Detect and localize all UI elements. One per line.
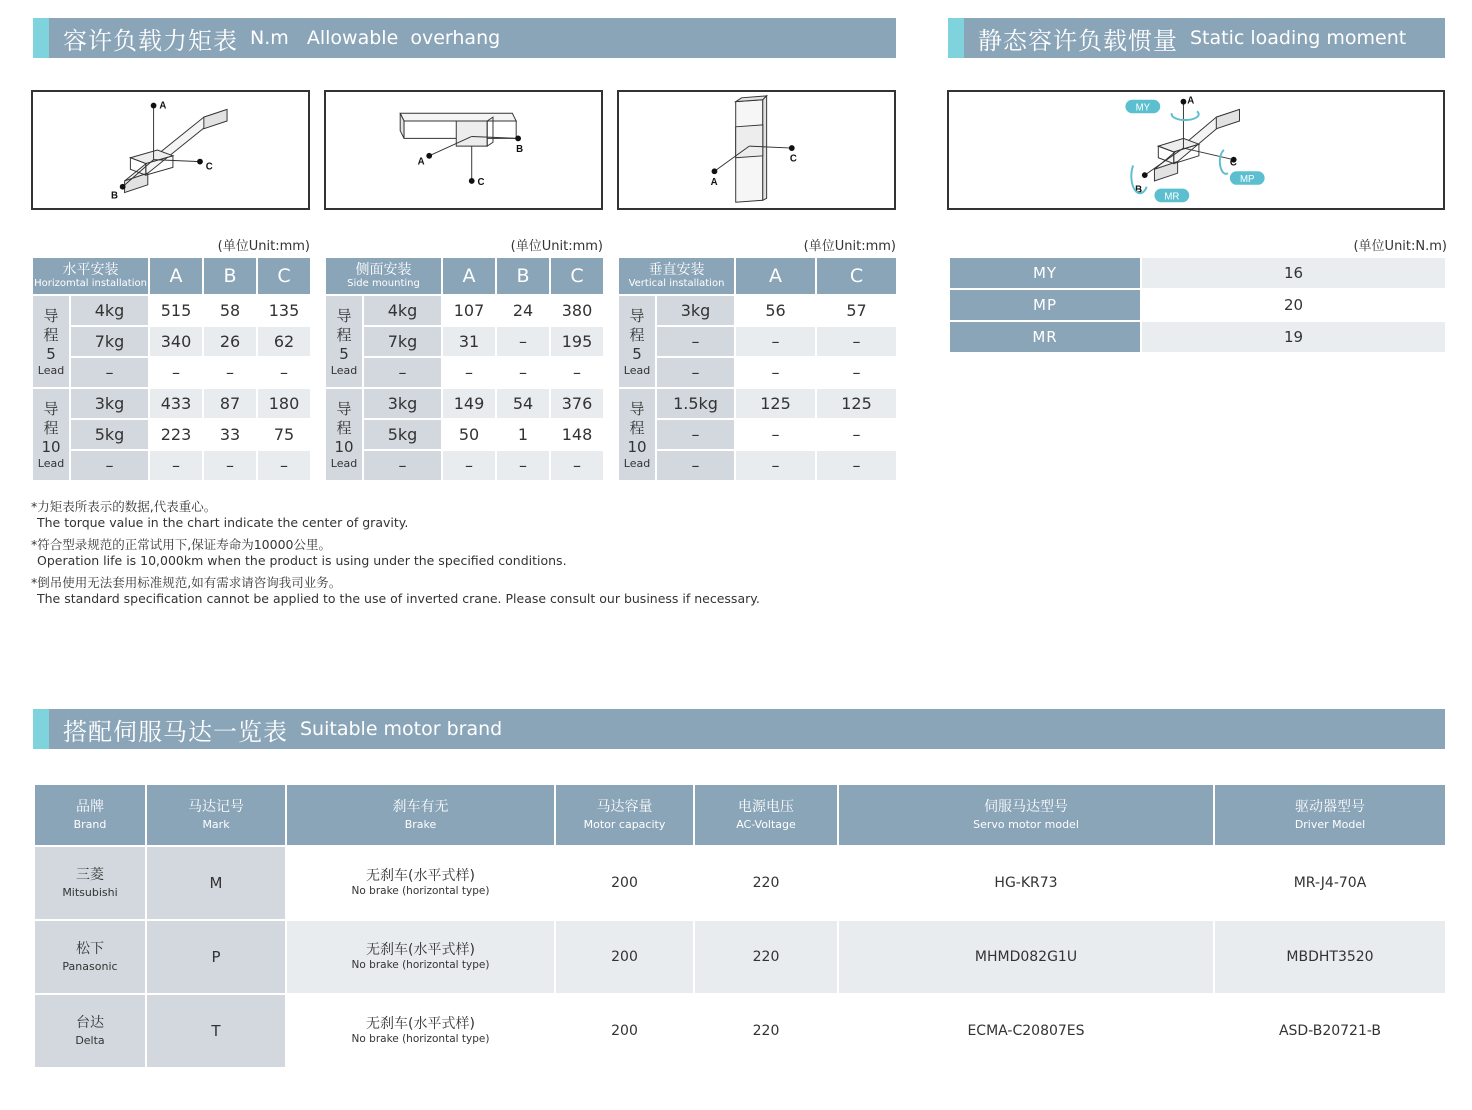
table-cell: 1 [496,419,550,450]
moment-label: MY [949,257,1141,289]
brake-cell [286,846,555,920]
load-value: 3kg [363,388,442,419]
header-en: Motor capacity [583,818,666,831]
label-c: C [205,161,213,173]
col-header: C [816,257,897,295]
label-mr: MR [1164,191,1180,203]
side-header-zh: 侧面安装 [355,262,412,278]
lead-number: 10 [627,437,647,456]
lead-char: 导 [336,399,352,418]
header-driver-model [1214,784,1446,846]
load-value: 3kg [70,388,149,419]
load-value: – [656,419,735,450]
header-accent [33,18,49,58]
load-value: – [656,326,735,357]
note-en: The torque value in the chart indicate the center of gravity. [37,515,409,530]
side-diagram [324,90,603,210]
table-cell: – [149,357,203,388]
brand-en: Delta [75,1034,105,1047]
load-value: 5kg [363,419,442,450]
horizontal-unit-note: (单位Unit:mm) [217,239,310,254]
header-zh: 伺服马达型号 [984,799,1068,815]
table-cell: 223 [149,419,203,450]
capacity-cell: 200 [555,846,694,920]
table-cell: – [442,450,496,481]
side-overhang-table [324,256,605,482]
side-unit-note: (单位Unit:mm) [510,239,603,254]
table-cell: 26 [203,326,257,357]
brand-cell [34,920,146,994]
table-cell: 56 [735,295,816,326]
load-value: – [363,450,442,481]
motor-section-header [33,709,1445,749]
note-zh: *力矩表所表示的数据,代表重心。 [31,499,217,514]
table-cell: 31 [442,326,496,357]
horizontal-header [32,257,149,295]
header-voltage [694,784,838,846]
horizontal-diagram [31,90,310,210]
overhang-section-header [33,18,896,58]
header-en: AC-Voltage [736,818,796,831]
header-mark [146,784,286,846]
static-moment-drawing [949,92,1443,208]
motor-row [34,994,1446,1068]
header-en: Servo motor model [973,818,1079,831]
note-en: The standard specification cannot be applied to the use of inverted crane. Please consult our business if necessary. [37,591,760,606]
lead-number: 5 [632,344,642,363]
table-cell: 515 [149,295,203,326]
label-c: C [477,176,485,188]
table-cell: 340 [149,326,203,357]
side-header [325,257,442,295]
brand-en: Panasonic [62,960,118,973]
label-c: C [1229,157,1237,169]
label-a: A [417,156,425,168]
header-zh: 驱动器型号 [1295,799,1365,815]
table-cell: – [550,357,604,388]
driver-model-cell: ASD-B20721-B [1214,994,1446,1068]
load-value: – [656,450,735,481]
servo-model-cell: HG-KR73 [838,846,1214,920]
table-cell: – [442,357,496,388]
static-title: 静态容许负载惯量 [978,26,1178,55]
col-header: C [257,257,311,295]
load-value: 7kg [363,326,442,357]
lead-10-label [618,388,656,481]
static-unit-note: (单位Unit:N.m) [1353,239,1447,254]
motor-subtitle: Suitable motor brand [300,718,503,740]
label-b: B [1135,184,1143,196]
table-cell: 62 [257,326,311,357]
lead-number: 5 [339,344,349,363]
table-cell: 376 [550,388,604,419]
table-cell: 24 [496,295,550,326]
vertical-rail-drawing [619,92,894,208]
voltage-cell: 220 [694,994,838,1068]
lead-word: Lead [623,456,651,470]
static-moment-diagram [947,90,1445,210]
motor-title: 搭配伺服马达一览表 [63,717,288,746]
table-cell: – [496,326,550,357]
horizontal-rail-drawing [33,92,308,208]
table-cell: 433 [149,388,203,419]
header-capacity [555,784,694,846]
header-accent [33,709,49,749]
load-value: 4kg [363,295,442,326]
table-cell: – [257,450,311,481]
load-value: – [363,357,442,388]
brake-en: No brake (horizontal type) [351,1033,490,1045]
label-a: A [1187,95,1195,107]
table-cell: 54 [496,388,550,419]
lead-10-label [325,388,363,481]
lead-char: 导 [629,306,645,325]
table-cell: – [735,326,816,357]
overhang-subtitle: N.m Allowable overhang [250,27,501,49]
label-mp: MP [1239,173,1255,185]
vertical-overhang-table [617,256,898,482]
driver-model-cell: MR-J4-70A [1214,846,1446,920]
vertical-unit-note: (单位Unit:mm) [803,239,896,254]
lead-number: 10 [41,437,61,456]
table-cell: – [496,357,550,388]
table-cell: – [735,419,816,450]
table-cell: – [816,419,897,450]
load-value: – [70,450,149,481]
table-cell: 75 [257,419,311,450]
lead-char: 导 [43,306,59,325]
brand-cell [34,846,146,920]
static-section-header [948,18,1445,58]
brake-cell [286,994,555,1068]
label-c: C [789,153,797,165]
mark-cell: P [146,920,286,994]
lead-char: 导 [629,399,645,418]
load-value: – [70,357,149,388]
capacity-cell: 200 [555,994,694,1068]
col-header: A [442,257,496,295]
brand-en: Mitsubishi [62,886,118,899]
table-cell: – [149,450,203,481]
table-cell: – [816,326,897,357]
header-accent [948,18,964,58]
brand-cell [34,994,146,1068]
label-my: MY [1135,102,1151,114]
header-brake [286,784,555,846]
table-cell: – [257,357,311,388]
brake-zh: 无刹车(水平式样) [366,868,475,884]
lead-char: 程 [629,325,645,344]
servo-model-cell: ECMA-C20807ES [838,994,1214,1068]
brand-zh: 松下 [76,941,104,957]
overhang-title: 容许负载力矩表 [63,26,238,55]
note-en: Operation life is 10,000km when the product is using under the specified conditions. [37,553,567,568]
voltage-cell: 220 [694,846,838,920]
mark-cell: T [146,994,286,1068]
vertical-header [618,257,735,295]
static-moment-table [948,256,1447,354]
table-cell: – [735,357,816,388]
header-en: Driver Model [1294,818,1366,831]
lead-char: 导 [43,399,59,418]
capacity-cell: 200 [555,920,694,994]
brake-zh: 无刹车(水平式样) [366,942,475,958]
vertical-header-zh: 垂直安装 [648,262,705,278]
col-header: B [496,257,550,295]
lead-5-label [325,295,363,388]
load-value: 3kg [656,295,735,326]
table-cell: – [203,357,257,388]
lead-word: Lead [37,363,65,377]
table-cell: 195 [550,326,604,357]
table-cell: – [550,450,604,481]
static-subtitle: Static loading moment [1190,27,1407,49]
table-cell: 87 [203,388,257,419]
load-value: 4kg [70,295,149,326]
table-cell: – [203,450,257,481]
load-value: 1.5kg [656,388,735,419]
vertical-header-en: Vertical installation [628,278,725,289]
lead-char: 导 [336,306,352,325]
brake-zh: 无刹车(水平式样) [366,1016,475,1032]
load-value: – [656,357,735,388]
table-cell: 380 [550,295,604,326]
label-a: A [710,176,718,188]
col-header: C [550,257,604,295]
label-b: B [111,190,119,202]
table-cell: 148 [550,419,604,450]
table-cell: – [735,450,816,481]
label-a: A [159,100,167,112]
lead-5-label [618,295,656,388]
servo-model-cell: MHMD082G1U [838,920,1214,994]
voltage-cell: 220 [694,920,838,994]
lead-char: 程 [629,418,645,437]
horizontal-overhang-table [31,256,312,482]
table-cell: 50 [442,419,496,450]
lead-word: Lead [330,363,358,377]
header-zh: 品牌 [76,799,104,815]
lead-char: 程 [43,418,59,437]
header-en: Mark [202,818,230,831]
vertical-diagram [617,90,896,210]
header-zh: 马达记号 [188,799,244,815]
load-value: 7kg [70,326,149,357]
brand-zh: 台达 [76,1015,104,1031]
motor-row [34,846,1446,920]
col-header: A [735,257,816,295]
brake-en: No brake (horizontal type) [351,885,490,897]
horizontal-header-en: Horizomtal installation [34,278,147,289]
table-cell: – [816,450,897,481]
lead-number: 5 [46,344,56,363]
side-header-en: Side mounting [347,278,420,289]
horizontal-header-zh: 水平安装 [62,262,119,278]
table-cell: – [816,357,897,388]
table-cell: 33 [203,419,257,450]
motor-row [34,920,1446,994]
table-cell: 58 [203,295,257,326]
table-cell: 180 [257,388,311,419]
header-brand [34,784,146,846]
lead-word: Lead [37,456,65,470]
lead-char: 程 [336,325,352,344]
lead-word: Lead [330,456,358,470]
driver-model-cell: MBDHT3520 [1214,920,1446,994]
lead-5-label [32,295,70,388]
table-cell: 125 [735,388,816,419]
header-zh: 刹车有无 [392,799,449,815]
table-cell: 135 [257,295,311,326]
table-cell: 125 [816,388,897,419]
lead-word: Lead [623,363,651,377]
header-en: Brand [73,818,107,831]
brake-en: No brake (horizontal type) [351,959,490,971]
header-en: Brake [404,818,437,831]
col-header: A [149,257,203,295]
brand-zh: 三菱 [76,867,104,883]
col-header: B [203,257,257,295]
table-cell: – [496,450,550,481]
lead-char: 程 [336,418,352,437]
table-cell: 149 [442,388,496,419]
table-cell: 107 [442,295,496,326]
moment-label: MR [949,321,1141,353]
lead-char: 程 [43,325,59,344]
header-zh: 电源电压 [738,799,794,815]
lead-number: 10 [334,437,354,456]
notes-block [31,499,791,613]
moment-value: 20 [1141,289,1446,321]
moment-value: 19 [1141,321,1446,353]
load-value: 5kg [70,419,149,450]
note-zh: *倒吊使用无法套用标准规范,如有需求请咨询我司业务。 [31,575,342,590]
motor-table [33,783,1447,1069]
moment-value: 16 [1141,257,1446,289]
brake-cell [286,920,555,994]
side-rail-drawing [326,92,601,208]
note-zh: *符合型录规范的正常试用下,保证寿命为10000公里。 [31,537,331,552]
table-cell: 57 [816,295,897,326]
label-b: B [516,143,524,155]
header-servo-model [838,784,1214,846]
lead-10-label [32,388,70,481]
header-zh: 马达容量 [596,799,653,815]
moment-label: MP [949,289,1141,321]
mark-cell: M [146,846,286,920]
